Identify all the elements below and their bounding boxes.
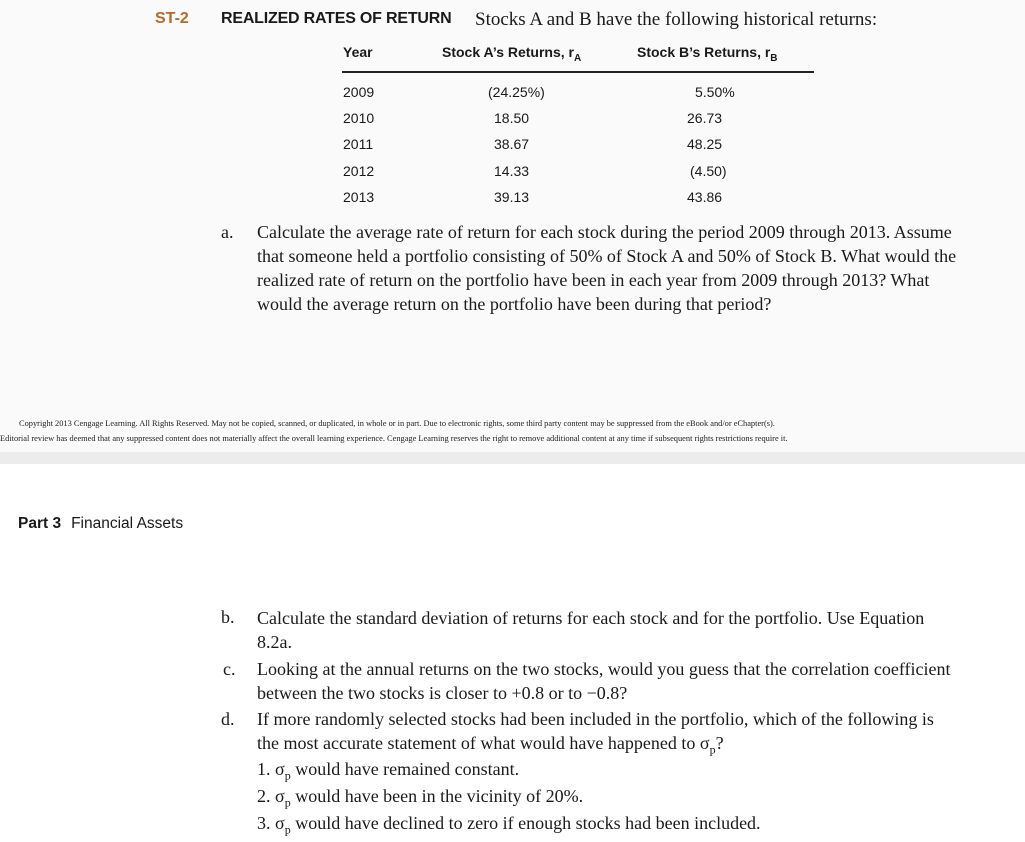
question-d-letter: d.: [221, 709, 235, 729]
problem-intro: Stocks A and B have the following historical returns:: [475, 9, 878, 30]
question-b-text: Calculate the standard deviation of returns for each stock and for the portfolio. Use Equation 8.2a.: [257, 608, 925, 652]
question-c-text: Looking at the annual returns on the two stocks, would you guess that the correlation coefficient between the two stocks is closer to +0.8 or to −0.8?: [257, 659, 951, 703]
table-header-year: Year: [343, 44, 373, 60]
part-title: Financial Assets: [71, 515, 184, 532]
table-cell-stock-a: 18.50: [494, 110, 530, 126]
table-cell-year: 2010: [343, 110, 375, 126]
table-cell-year: 2013: [343, 189, 375, 205]
question-c-letter: c.: [223, 659, 236, 679]
option-3: 3. $\sigma_p$ would have declined to zero if enough stocks had been included.: [257, 813, 761, 837]
table-cell-stock-a: (24.25%): [488, 84, 545, 100]
problem-heading: REALIZED RATES OF RETURN: [221, 10, 452, 27]
table-cell-year: 2011: [343, 136, 374, 152]
question-b-letter: b.: [221, 607, 235, 627]
page-separator: [0, 452, 1025, 464]
problem-label: ST-2: [155, 10, 189, 27]
question-a-letter: a.: [221, 222, 234, 242]
table-cell-stock-b: (4.50): [690, 163, 727, 179]
table-header-stock-a: Stock A’s Returns, $r_A$: [442, 44, 582, 64]
copyright-line-2: Editorial review has deemed that any suppressed content does not materially affect the overall learning experience. Cengage Learning reserves the right to remove additional content at any time if subsequent rights restrictions require it.: [0, 434, 788, 443]
table-header-rule: [342, 71, 814, 73]
part-heading: [18, 515, 183, 533]
table-cell-stock-b: 26.73: [687, 110, 723, 126]
table-cell-stock-a: 39.13: [494, 189, 530, 205]
option-2: 2. $\sigma_p$ would have been in the vicinity of 20%.: [257, 786, 584, 810]
table-cell-year: 2009: [343, 84, 375, 100]
table-cell-stock-b: 48.25: [687, 136, 723, 152]
table-cell-stock-a: 14.33: [494, 163, 530, 179]
part-number: Part 3: [18, 515, 62, 532]
sigma-p-symbol: $\sigma_p$: [699, 733, 716, 757]
table-cell-stock-b: 5.50%: [695, 84, 735, 100]
table-cell-year: 2012: [343, 163, 375, 179]
table-cell-stock-b: 43.86: [687, 189, 723, 205]
copyright-line-1: Copyright 2013 Cengage Learning. All Rights Reserved. May not be copied, scanned, or duplicated, in whole or in part. Due to electronic rights, some third party content may be suppressed from the eBook and/or eChapter(s).: [19, 419, 775, 428]
question-d-text: If more randomly selected stocks had been included in the portfolio, which of the following is the most accurate statement of what would have happened to $\sigma_p$?: [257, 709, 934, 757]
table-cell-stock-a: 38.67: [494, 136, 530, 152]
option-1: 1. $\sigma_p$ would have remained constant.: [257, 759, 520, 783]
table-header-stock-b: Stock B’s Returns, $r_B$: [637, 44, 778, 64]
question-a-text: Calculate the average rate of return for each stock during the period 2009 through 2013. Assume that someone held a portfolio consisting of 50% of Stock A and 50% of Stock B. What would the realized rate of return on the portfolio have been in each year from 2009 through 2013? What would the average return on the portfolio have been during that period?: [257, 222, 957, 314]
